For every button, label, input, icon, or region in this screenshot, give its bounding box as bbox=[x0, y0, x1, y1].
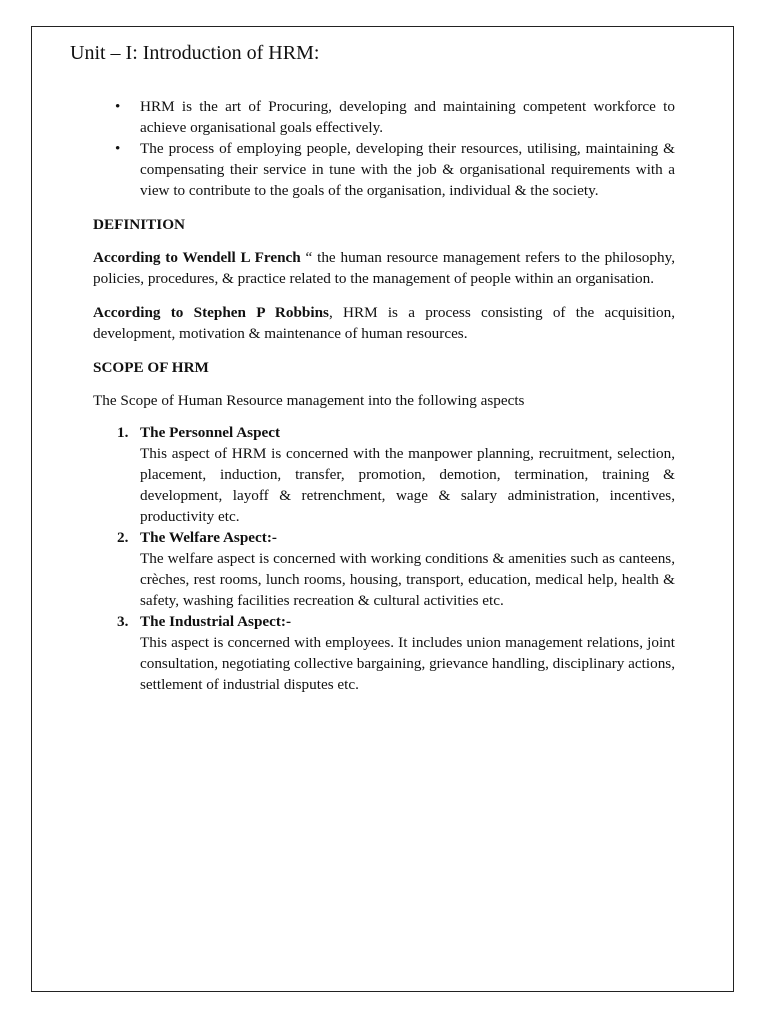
document-body bbox=[93, 96, 675, 695]
item-title-industrial: The Industrial Aspect:- bbox=[140, 613, 292, 630]
bullet-item-2: • The process of employing people, developing their resources, utilising, maintaining & compensating their service in tune with the job & organisational requirements with a view to contribute to the goals of the organisation, individual & the society. bbox=[93, 138, 675, 201]
item-title-personnel: The Personnel Aspect bbox=[140, 424, 281, 441]
bullet-item-1: • HRM is the art of Procuring, developing and maintaining competent workforce to achieve organisational goals effectively. bbox=[93, 96, 675, 138]
french-author-label: According to Wendell L French bbox=[93, 249, 301, 266]
list-item bbox=[93, 422, 675, 527]
item-number: 1. bbox=[117, 424, 129, 441]
list-item bbox=[93, 527, 675, 611]
list-item bbox=[93, 611, 675, 695]
page-title: Unit – I: Introduction of HRM: bbox=[70, 42, 320, 64]
definition-robbins bbox=[93, 302, 675, 344]
scope-heading: SCOPE OF HRM bbox=[93, 359, 209, 376]
robbins-author-label: According to Stephen P Robbins bbox=[93, 304, 329, 321]
french-definition-text: “ the human resource management refers to the philosophy, policies, procedures, & practice related to the management of people within an organisation. bbox=[93, 249, 675, 287]
item-body-industrial: This aspect is concerned with employees. It includes union management relations, joint consultation, negotiating collective bargaining, grievance handling, disciplinary actions, settlement of industrial disputes etc. bbox=[140, 634, 675, 693]
robbins-definition-text: , HRM is a process consisting of the acquisition, development, motivation & maintenance of human resources. bbox=[93, 304, 675, 342]
item-number: 2. bbox=[117, 529, 129, 546]
item-title-welfare: The Welfare Aspect:- bbox=[140, 529, 277, 546]
item-number: 3. bbox=[117, 613, 129, 630]
scope-aspect-list bbox=[93, 422, 675, 695]
definition-french bbox=[93, 247, 675, 289]
item-body-personnel: This aspect of HRM is concerned with the manpower planning, recruitment, selection, placement, induction, transfer, promotion, demotion, termination, training & development, layoff & retrenchment, wage & salary administration, incentives, productivity etc. bbox=[140, 445, 675, 525]
scope-intro: The Scope of Human Resource management into the following aspects bbox=[93, 392, 525, 409]
definition-heading: DEFINITION bbox=[93, 216, 185, 233]
item-body-welfare: The welfare aspect is concerned with working conditions & amenities such as canteens, crèches, rest rooms, lunch rooms, housing, transport, education, medical help, health & safety, washing facilities recreation & cultural activities etc. bbox=[140, 550, 675, 609]
intro-bullet-list bbox=[93, 96, 675, 201]
